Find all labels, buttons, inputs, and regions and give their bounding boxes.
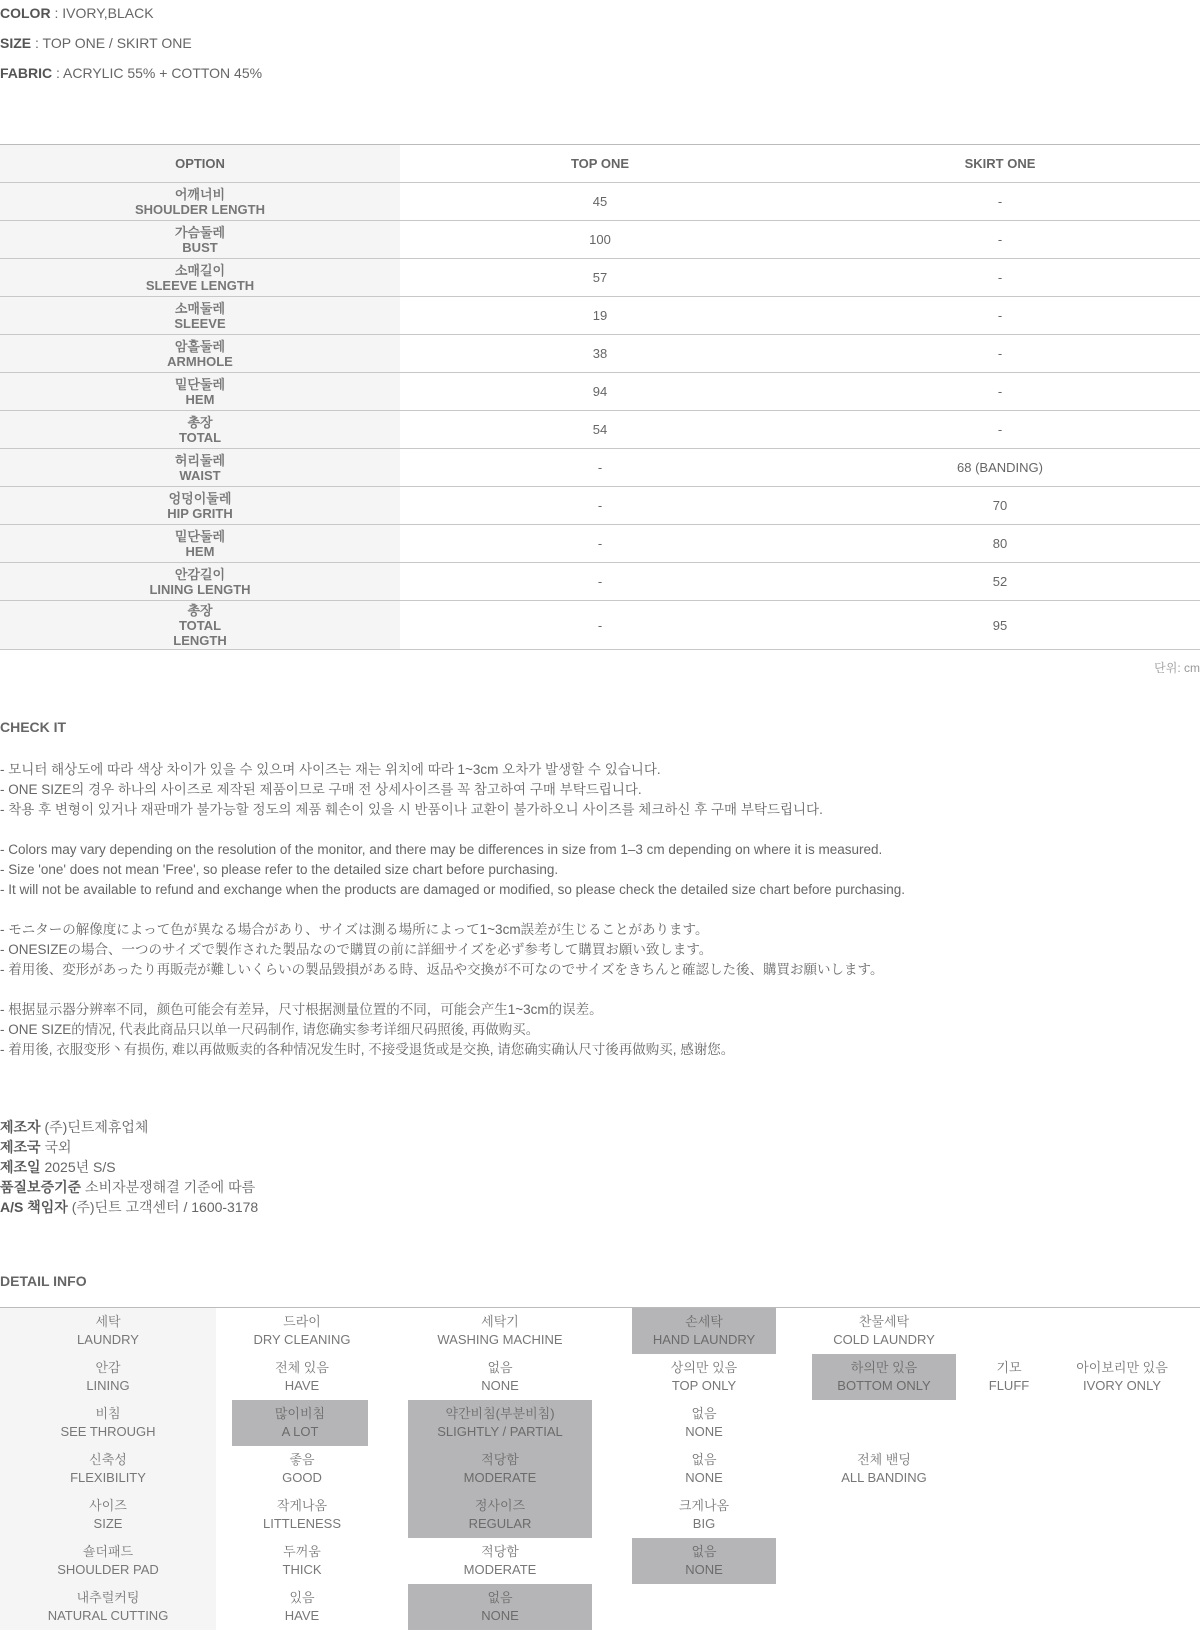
detail-option	[216, 1584, 388, 1630]
detail-row	[0, 1308, 1200, 1354]
detail-option-ko: 전체 있음	[275, 1360, 329, 1375]
spec-value: : ACRYLIC 55% + COTTON 45%	[52, 65, 263, 81]
detail-option	[956, 1354, 1062, 1400]
top-one-value: -	[400, 487, 800, 525]
maker-label: 제조국	[0, 1139, 41, 1155]
note-group	[0, 760, 1200, 820]
top-one-value: -	[400, 525, 800, 563]
top-one-value: -	[400, 601, 800, 650]
detail-option	[216, 1308, 388, 1354]
detail-header-en: NATURAL CUTTING	[47, 1608, 169, 1623]
detail-row	[0, 1446, 1200, 1492]
maker-value: (주)딘트제휴업체	[40, 1119, 149, 1135]
detail-option-en: MODERATE	[463, 1562, 537, 1577]
option-cell	[0, 221, 400, 259]
detail-header-en: FLEXIBILITY	[70, 1470, 146, 1485]
detail-option-ko: 하의만 있음	[850, 1360, 918, 1375]
skirt-one-value: -	[800, 411, 1200, 449]
detail-option-en: SLIGHTLY / PARTIAL	[437, 1424, 563, 1439]
maker-label: 제조일	[0, 1159, 41, 1175]
option-cell	[0, 411, 400, 449]
detail-option-en: LITTLENESS	[262, 1516, 342, 1531]
detail-row	[0, 1354, 1200, 1400]
option-en: HIP GRITH	[167, 505, 233, 521]
detail-option-ko: 찬물세탁	[858, 1314, 910, 1329]
note-line: - 착용 후 변형이 있거나 재판매가 불가능할 정도의 제품 훼손이 있을 시 반품이나 교환이 불가하오니 사이즈를 체크하신 후 구매 부탁드립니다.	[0, 802, 823, 817]
option-cell	[0, 335, 400, 373]
top-one-value: -	[400, 449, 800, 487]
skirt-one-value: -	[800, 373, 1200, 411]
detail-option-en: NONE	[481, 1608, 519, 1623]
spec-label: COLOR	[0, 5, 51, 21]
skirt-one-value: -	[800, 221, 1200, 259]
maker-line	[0, 1157, 258, 1177]
maker-line	[0, 1197, 258, 1217]
option-ko: 가슴둘레	[174, 224, 226, 240]
spec-value: : IVORY,BLACK	[50, 5, 154, 21]
skirt-one-value: 95	[800, 601, 1200, 650]
detail-info-grid	[0, 1307, 1200, 1632]
option-cell	[0, 183, 400, 221]
detail-option-en: NONE	[481, 1378, 519, 1393]
top-one-value: -	[400, 563, 800, 601]
detail-header-ko: 사이즈	[89, 1498, 127, 1513]
note-line: - 着用後, 衣服变形丶有损伤, 难以再做贩卖的各种情况发生时, 不接受退货或是交换, 请您确实确认尺寸後再做购买, 感谢您。	[0, 1042, 735, 1057]
detail-option-ko: 드라이	[283, 1314, 321, 1329]
detail-option-selected	[408, 1584, 592, 1630]
detail-row-header	[0, 1354, 216, 1400]
note-line: - Colors may vary depending on the resolution of the monitor, and there may be differences in size from 1–3 cm depending on where it is measured.	[0, 842, 883, 857]
maker-value: (주)딘트 고객센터 / 1600-3178	[67, 1199, 259, 1215]
spec-size	[0, 34, 192, 52]
top-one-value: 19	[400, 297, 800, 335]
option-en: BUST	[182, 239, 218, 255]
option-en: SLEEVE	[174, 315, 226, 331]
detail-option-selected	[408, 1400, 592, 1446]
detail-option-en: COLD LAUNDRY	[833, 1332, 935, 1347]
detail-option-en: HAND LAUNDRY	[652, 1332, 756, 1347]
maker-value: 소비자분쟁해결 기준에 따름	[81, 1179, 256, 1195]
table-row	[0, 601, 1200, 650]
detail-header-en: LAUNDRY	[77, 1332, 139, 1347]
detail-option	[776, 1308, 992, 1354]
spec-fabric	[0, 64, 262, 82]
note-group	[0, 920, 1200, 980]
detail-option	[632, 1446, 776, 1492]
detail-header-ko: 안감	[95, 1360, 121, 1375]
option-cell	[0, 259, 400, 297]
detail-header-en: SIZE	[93, 1516, 123, 1531]
detail-row-header	[0, 1492, 216, 1538]
detail-option-ko: 정사이즈	[474, 1498, 526, 1513]
maker-label: 품질보증기준	[0, 1179, 82, 1195]
option-ko: 암홀둘레	[174, 338, 226, 354]
skirt-one-value: 52	[800, 563, 1200, 601]
note-line: - モニターの解像度によって色が異なる場合があり、サイズは測る場所によって1~3cm誤差が生じることがあります。	[0, 922, 709, 937]
option-en: SLEEVE LENGTH	[145, 277, 255, 293]
table-row	[0, 563, 1200, 601]
option-en: ARMHOLE	[167, 353, 233, 369]
table-row	[0, 373, 1200, 411]
skirt-one-value: 80	[800, 525, 1200, 563]
detail-option-en: NONE	[685, 1470, 723, 1485]
top-one-value: 100	[400, 221, 800, 259]
option-en: HEM	[185, 391, 215, 407]
note-line: - 根据显示器分辨率不同，颜色可能会有差异，尺寸根据测量位置的不同，可能会产生1~3cm的误差。	[0, 1002, 603, 1017]
maker-label: 제조자	[0, 1119, 41, 1135]
table-row	[0, 525, 1200, 563]
detail-option-ko: 없음	[691, 1406, 717, 1421]
detail-option-selected	[408, 1492, 592, 1538]
option-en: TOTAL	[178, 617, 222, 633]
table-row	[0, 183, 1200, 221]
option-ko: 밑단둘레	[174, 376, 226, 392]
maker-line	[0, 1117, 258, 1137]
detail-option-en: IVORY ONLY	[1082, 1378, 1162, 1393]
detail-option-en: GOOD	[282, 1470, 322, 1485]
detail-option-ko: 적당함	[481, 1452, 519, 1467]
detail-option-ko: 상의만 있음	[670, 1360, 738, 1375]
detail-option	[216, 1538, 388, 1584]
detail-row-header	[0, 1538, 216, 1584]
option-ko: 소매둘레	[174, 300, 226, 316]
note-group	[0, 840, 1200, 900]
detail-option-ko: 없음	[487, 1360, 513, 1375]
note-line: - ONE SIZE의 경우 하나의 사이즈로 제작된 제품이므로 구매 전 상세사이즈를 꼭 참고하여 구매 부탁드립니다.	[0, 782, 642, 797]
detail-option-ko: 없음	[691, 1544, 717, 1559]
detail-option-ko: 많이비침	[274, 1406, 326, 1421]
detail-option-ko: 좋음	[289, 1452, 315, 1467]
detail-header-ko: 신축성	[89, 1452, 127, 1467]
detail-option	[216, 1354, 388, 1400]
size-table-header	[0, 145, 1200, 183]
option-cell	[0, 297, 400, 335]
detail-info-title: DETAIL INFO	[0, 1273, 87, 1289]
detail-option-en: ALL BANDING	[841, 1470, 927, 1485]
note-line: - ONE SIZE的情况, 代表此商品只以单一尺码制作, 请您确实参考详细尺码照後, 再做购买。	[0, 1022, 540, 1037]
detail-option-ko: 세탁기	[481, 1314, 519, 1329]
detail-option-ko: 아이보리만 있음	[1076, 1360, 1168, 1375]
detail-header-en: LINING	[86, 1378, 130, 1393]
table-row	[0, 449, 1200, 487]
detail-option-en: HAVE	[284, 1608, 320, 1623]
detail-header-en: SHOULDER PAD	[57, 1562, 159, 1577]
option-cell	[0, 449, 400, 487]
detail-option-ko: 작게나옴	[276, 1498, 328, 1513]
detail-option-en: BIG	[692, 1516, 716, 1531]
note-line: - 모니터 해상도에 따라 색상 차이가 있을 수 있으며 사이즈는 재는 위치에 따라 1~3cm 오차가 발생할 수 있습니다.	[0, 762, 661, 777]
detail-header-ko: 숄더패드	[82, 1544, 134, 1559]
detail-option-ko: 적당함	[481, 1544, 519, 1559]
detail-option	[408, 1538, 592, 1584]
table-row	[0, 297, 1200, 335]
detail-option	[1062, 1354, 1182, 1400]
spec-label: FABRIC	[0, 65, 53, 81]
detail-option-en: A LOT	[281, 1424, 319, 1439]
option-en: HEM	[185, 543, 215, 559]
detail-option-en: WASHING MACHINE	[437, 1332, 563, 1347]
detail-row	[0, 1400, 1200, 1446]
note-group	[0, 1000, 1200, 1060]
table-row	[0, 487, 1200, 525]
detail-option	[632, 1354, 776, 1400]
spec-color	[0, 4, 154, 22]
spec-value: : TOP ONE / SKIRT ONE	[31, 35, 192, 51]
skirt-one-value: -	[800, 297, 1200, 335]
detail-option-ko: 있음	[289, 1590, 315, 1605]
option-ko: 총장	[187, 602, 213, 618]
option-cell	[0, 563, 400, 601]
table-row	[0, 411, 1200, 449]
detail-header-ko: 세탁	[95, 1314, 121, 1329]
detail-option	[216, 1446, 388, 1492]
top-one-value: 38	[400, 335, 800, 373]
skirt-one-value: -	[800, 259, 1200, 297]
option-ko: 엉덩이둘레	[168, 490, 232, 506]
size-table	[0, 144, 1200, 650]
detail-option	[216, 1492, 388, 1538]
option-en: WAIST	[179, 467, 221, 483]
detail-row	[0, 1584, 1200, 1630]
option-ko: 안감길이	[174, 566, 226, 582]
detail-option-selected	[632, 1538, 776, 1584]
skirt-one-value: -	[800, 183, 1200, 221]
detail-option	[632, 1400, 776, 1446]
detail-option-en: MODERATE	[463, 1470, 537, 1485]
note-line: - It will not be available to refund and exchange when the products are damaged or modified, so please check the detailed size chart before purchasing.	[0, 882, 906, 897]
option-ko: 허리둘레	[174, 452, 226, 468]
option-en: TOTAL	[178, 429, 222, 445]
top-one-value: 57	[400, 259, 800, 297]
detail-option-en: BOTTOM ONLY	[837, 1378, 931, 1393]
maker-value: 국외	[40, 1139, 72, 1155]
option-cell	[0, 525, 400, 563]
skirt-one-value: 68 (BANDING)	[800, 449, 1200, 487]
top-one-value: 94	[400, 373, 800, 411]
table-row	[0, 259, 1200, 297]
detail-option	[776, 1446, 992, 1492]
detail-option-ko: 약간비침(부분비침)	[445, 1406, 555, 1421]
option-ko: 밑단둘레	[174, 528, 226, 544]
detail-option-ko: 손세탁	[685, 1314, 723, 1329]
detail-option-en: NONE	[685, 1424, 723, 1439]
option-en: SHOULDER LENGTH	[135, 201, 265, 217]
detail-option-selected	[408, 1446, 592, 1492]
maker-info	[0, 1117, 258, 1217]
detail-option	[408, 1354, 592, 1400]
option-cell	[0, 601, 400, 650]
detail-row-header	[0, 1584, 216, 1630]
option-ko: 어깨너비	[174, 186, 226, 202]
detail-option-selected	[812, 1354, 956, 1400]
option-en-2: LENGTH	[173, 632, 227, 648]
detail-header-ko: 비침	[95, 1406, 121, 1421]
detail-option	[632, 1492, 776, 1538]
detail-option-en: THICK	[282, 1562, 322, 1577]
skirt-one-value: 70	[800, 487, 1200, 525]
detail-option-ko: 기모	[996, 1360, 1022, 1375]
detail-header-en: SEE THROUGH	[60, 1424, 156, 1439]
maker-label: A/S 책임자	[0, 1199, 68, 1215]
note-line: - ONESIZEの場合、一つのサイズで製作された製品なので購買の前に詳細サイズを必ず参考して購買お願い致します。	[0, 942, 713, 957]
option-cell	[0, 487, 400, 525]
detail-option-selected	[632, 1308, 776, 1354]
check-it-title: CHECK IT	[0, 719, 67, 735]
unit-note: 단위: cm	[1154, 661, 1200, 675]
maker-line	[0, 1137, 258, 1157]
detail-row-header	[0, 1400, 216, 1446]
header-top-one: TOP ONE	[400, 145, 800, 183]
detail-option-en: TOP ONLY	[671, 1378, 737, 1393]
table-row	[0, 221, 1200, 259]
check-it-notes	[0, 760, 1200, 1080]
table-row	[0, 335, 1200, 373]
option-en: LINING LENGTH	[149, 581, 251, 597]
detail-header-ko: 내추럴커팅	[76, 1590, 140, 1605]
header-skirt-one: SKIRT ONE	[800, 145, 1200, 183]
maker-line	[0, 1177, 258, 1197]
detail-option-ko: 없음	[691, 1452, 717, 1467]
detail-option-selected	[232, 1400, 368, 1446]
note-line: - Size 'one' does not mean 'Free', so please refer to the detailed size chart before purchasing.	[0, 862, 559, 877]
option-ko: 총장	[187, 414, 213, 430]
option-cell	[0, 373, 400, 411]
detail-option-ko: 없음	[487, 1590, 513, 1605]
detail-option	[408, 1308, 592, 1354]
detail-option-ko: 크게나옴	[678, 1498, 730, 1513]
maker-value: 2025년 S/S	[40, 1159, 116, 1175]
detail-row-header	[0, 1446, 216, 1492]
top-one-value: 54	[400, 411, 800, 449]
note-line: - 着用後、変形があったり再販売が難しいくらいの製品毀損がある時、返品や交換が不可なのでサイズをきちんと確認した後、購買お願いします。	[0, 962, 884, 977]
detail-row-header	[0, 1308, 216, 1354]
detail-option-en: DRY CLEANING	[253, 1332, 351, 1347]
skirt-one-value: -	[800, 335, 1200, 373]
header-option: OPTION	[0, 145, 400, 183]
top-one-value: 45	[400, 183, 800, 221]
detail-option-ko: 전체 밴딩	[857, 1452, 911, 1467]
detail-row	[0, 1492, 1200, 1538]
detail-option-ko: 두꺼움	[283, 1544, 321, 1559]
spec-label: SIZE	[0, 35, 32, 51]
detail-row	[0, 1538, 1200, 1584]
detail-option-en: FLUFF	[988, 1378, 1030, 1393]
detail-option-en: NONE	[685, 1562, 723, 1577]
detail-option-en: REGULAR	[468, 1516, 532, 1531]
option-ko: 소매길이	[174, 262, 226, 278]
detail-option-en: HAVE	[284, 1378, 320, 1393]
